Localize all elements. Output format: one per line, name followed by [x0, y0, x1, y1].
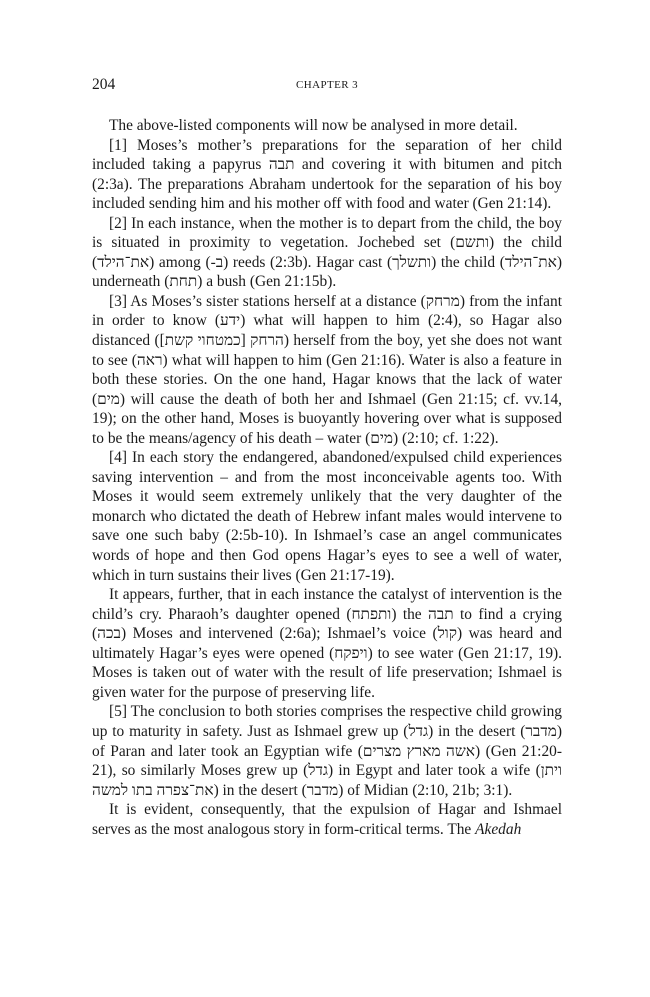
paragraph-conclusion: [92, 800, 562, 839]
conclusion-text: It is evident, consequently, that the expulsion of Hagar and Ishmael serves as the most analogous story in form-critical terms. The: [92, 801, 562, 838]
paragraph-component-1: [1] Moses’s mother’s preparations for the separation of her child included taking a papyrus תבה and covering it with bitumen and pitch (2:3a). The preparations Abraham undertook for the separation of his boy included sending him and his mother off with food and water (Gen 21:14).: [92, 136, 562, 213]
body-text: [92, 116, 562, 839]
page-header: [92, 76, 562, 96]
paragraph-intro: The above-listed components will now be analysed in more detail.: [109, 117, 518, 134]
page-number: 204: [92, 76, 116, 93]
paragraph-intervention: It appears, further, that in each instance the catalyst of intervention is the child’s cry. Pharaoh’s daughter opened (ותפתח) the תבה to find a crying (בכה) Moses and intervened (2:6a); Ishmael’s voice (קול) was heard and ultimately Hagar’s eyes were opened (ויפקח) to see water (Gen 21:17, 19). Moses is taken out of water with the result of life preservation; Ishmael is given water for the purpose of preserving life.: [92, 586, 563, 701]
paragraph-component-4: [4] In each story the endangered, abandoned/expulsed child experiences saving intervention – and from the most inconceivable agents too. With Moses it would seem extremely unlikely that the very daughter of the monarch who dictated the death of Hebrew infant males would intervene to save one such baby (2:5b-10). In Ishmael’s case an angel communicates words of hope and then God opens Hagar’s eyes to see a well of water, which in turn sustains their lives (Gen 21:17-19).: [92, 449, 562, 584]
akedah-term: Akedah: [475, 820, 522, 838]
paragraph-component-2: [2] In each instance, when the mother is to depart from the child, the boy is situated in proximity to vegetation. Jochebed set (ותשם) the child (את־הילד) among (-ב) reeds (2:3b). Hagar cast (ותשלך) the child (את־הילד) underneath (תחת) a bush (Gen 21:15b).: [92, 214, 562, 291]
paragraph-component-3: [3] As Moses’s sister stations herself at a distance (מרחק) from the infant in order to know (ידע) what will happen to him (2:4), so Hagar also distanced (הרחק [כמטחוי קשת]) herself from the boy, yet she does not want to see (ראה) what will happen to him (Gen 21:16). Water is also a feature in both these stories. On the one hand, Hagar knows that the lack of water (מים) will cause the death of both her and Ishmael (Gen 21:15; cf. vv.14, 19); on the other hand, Moses is buoyantly hovering over what is supposed to be the means/agency of his death – water (מים) (2:10; cf. 1:22).: [92, 292, 563, 447]
running-head: CHAPTER 3: [296, 79, 358, 91]
paragraph-component-5: [5] The conclusion to both stories comprises the respective child growing up to maturity in safety. Just as Ishmael grew up (גדל) in the desert (מדבר) of Paran and later took an Egyptian wife (אשה מארץ מצרים) (Gen 21:20-21), so similarly Moses grew up (גדל) in Egypt and later took a wife (ויתן את־צפרה בתו למשה) in the desert (מדבר) of Midian (2:10, 21b; 3:1).: [92, 703, 562, 799]
